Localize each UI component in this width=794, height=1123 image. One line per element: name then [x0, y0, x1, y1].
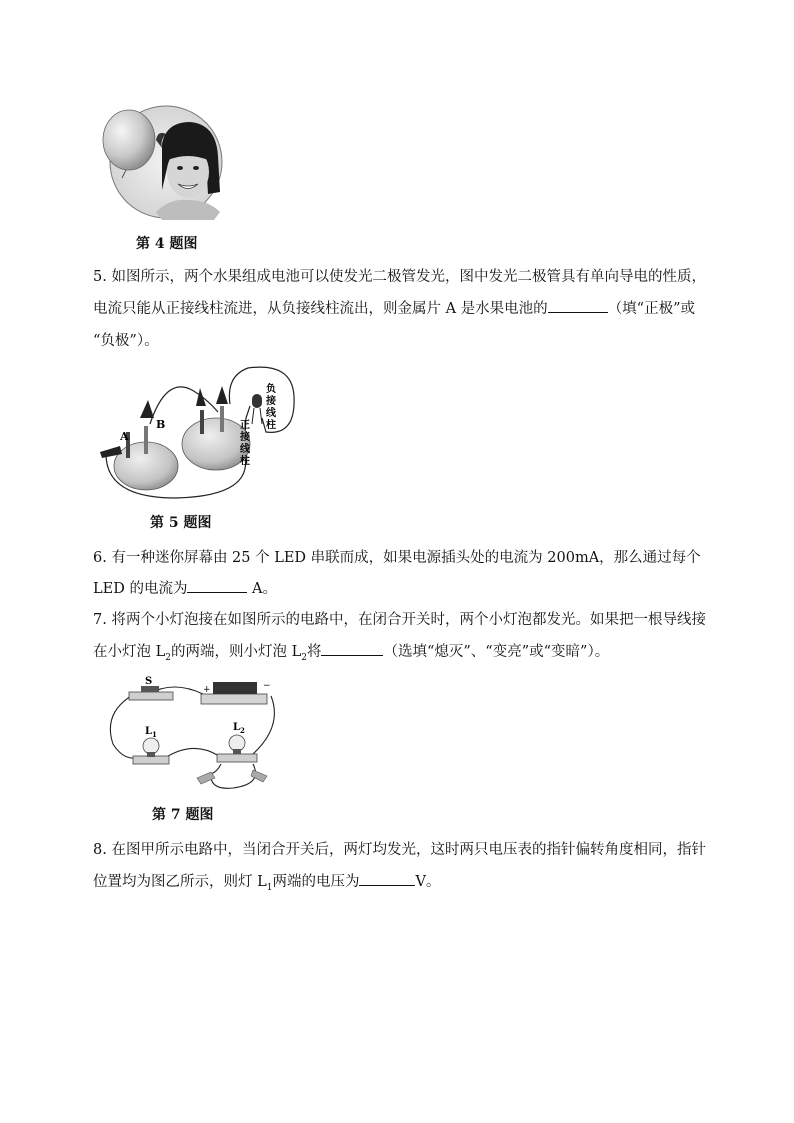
q8-line1: 8. 在图甲所示电路中，当闭合开关后，两灯均发光，这时两只电压表的指针偏转角度相同，指针 — [93, 842, 706, 858]
battery-minus: − — [263, 681, 271, 691]
q6-answer-blank[interactable] — [187, 576, 247, 593]
label-a: A — [120, 430, 129, 443]
q8-line2-b: 两端的电压为 — [272, 874, 360, 890]
svg-text:柱: 柱 — [266, 420, 276, 431]
label-s: S — [145, 676, 153, 687]
two-bulb-circuit-diagram — [103, 674, 287, 800]
q6-line2 — [93, 574, 277, 604]
label-positive-terminal — [239, 418, 251, 467]
q8-line2-sub: 1 — [266, 882, 273, 893]
q7-line2-sub2: 2 — [301, 652, 307, 663]
svg-text:接: 接 — [266, 396, 276, 407]
q6-line2-tail: A。 — [247, 581, 278, 597]
q5-line2 — [93, 294, 695, 324]
q8-line2-a: 位置均为图乙所示，则灯 L — [93, 874, 267, 890]
figure-4-caption: 第 4 题图 — [136, 236, 198, 252]
q7-answer-blank[interactable] — [321, 639, 383, 656]
fruit-battery-diagram — [96, 366, 302, 506]
q7-line2-c: 将 — [306, 644, 322, 660]
label-l2: $L_2$ — [233, 722, 245, 735]
svg-text:线: 线 — [266, 408, 276, 419]
q5-line3: “负极”）。 — [93, 333, 159, 349]
q5-line2-tail: （填“正极”或 — [607, 301, 696, 317]
q7-line2 — [93, 637, 609, 673]
q7-line2-b: 的两端，则小灯泡 L — [170, 644, 302, 660]
q8-answer-blank[interactable] — [359, 869, 415, 886]
svg-text:接: 接 — [240, 432, 250, 443]
svg-text:柱: 柱 — [240, 456, 250, 467]
figure-5 — [96, 366, 302, 506]
label-b: B — [156, 418, 166, 431]
q5-line2-text: 电流只能从正接线柱流进，从负接线柱流出，则金属片 A 是水果电池的 — [93, 301, 548, 317]
svg-text:正: 正 — [240, 420, 250, 431]
q6-line1: 6. 有一种迷你屏幕由 25 个 LED 串联而成，如果电源插头处的电流为 200mA，那么通过每个 — [93, 550, 701, 566]
q7-line2-a: 在小灯泡 L — [93, 644, 166, 660]
label-l1: $L_1$ — [145, 726, 157, 739]
figure-4 — [96, 100, 230, 230]
figure-5-caption: 第 5 题图 — [150, 515, 212, 531]
q7-line2-sub1: 2 — [165, 652, 171, 663]
figure-7 — [103, 674, 287, 800]
label-negative-terminal — [265, 382, 277, 431]
q7-line1: 7. 将两个小灯泡接在如图所示的电路中，在闭合开关时，两个小灯泡都发光。如果把一根导线接 — [93, 612, 706, 628]
figure-7-caption: 第 7 题图 — [152, 807, 214, 823]
svg-text:负: 负 — [266, 384, 276, 395]
girl-balloon-photo — [96, 100, 230, 230]
q6-line2-text: LED 的电流为 — [93, 581, 188, 597]
q5-answer-blank[interactable] — [548, 296, 608, 313]
q8-line2 — [93, 867, 440, 903]
battery-plus: + — [203, 685, 211, 695]
q5-line1: 5. 如图所示，两个水果组成电池可以使发光二极管发光，图中发光二极管具有单向导电的性质， — [93, 269, 706, 285]
svg-text:线: 线 — [240, 444, 250, 455]
q8-line2-tail: V。 — [415, 874, 441, 890]
q7-line2-tail: （选填“熄灭”、“变亮”或“变暗”）。 — [383, 644, 610, 660]
